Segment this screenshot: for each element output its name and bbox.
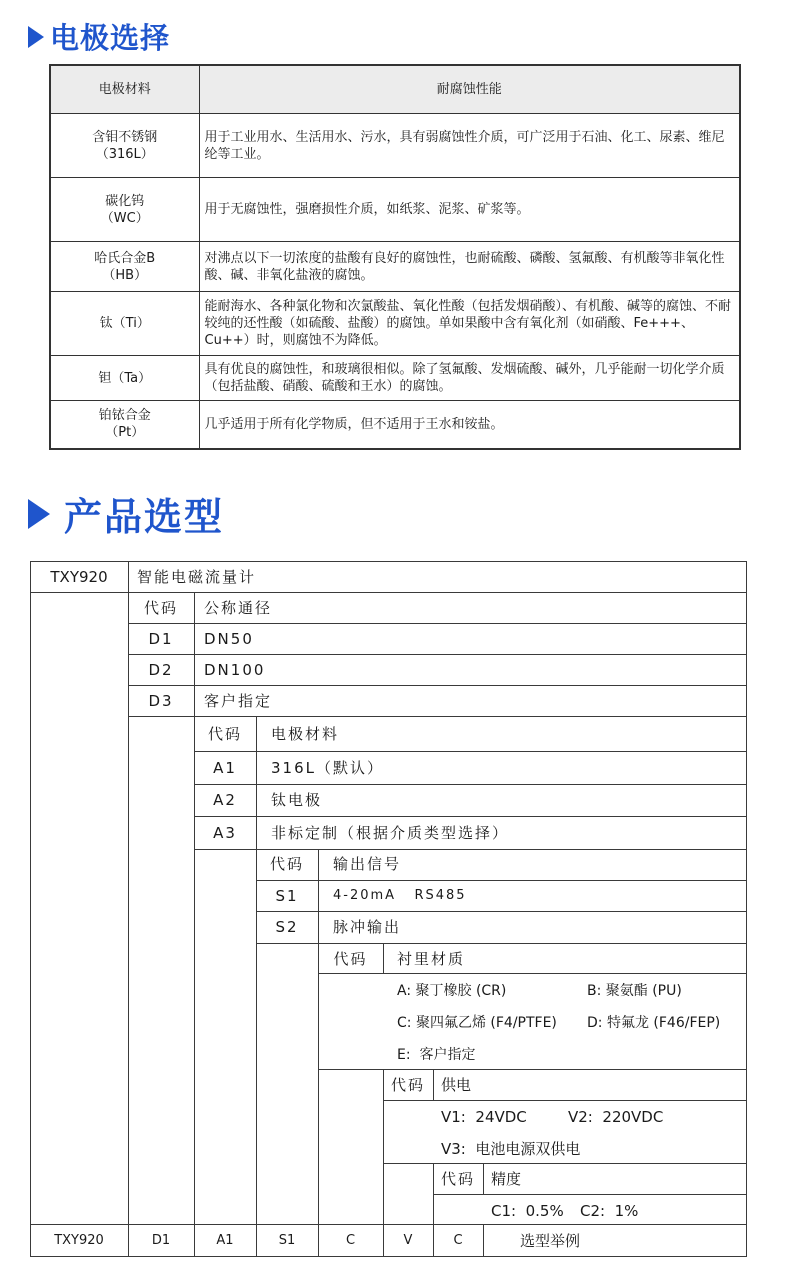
- output-label: 输出信号: [333, 855, 402, 873]
- output-option-code: S1: [275, 887, 299, 905]
- output-option-code: S2: [275, 918, 299, 936]
- power-option: V3: 电池电源双供电: [441, 1140, 581, 1158]
- material-code: （Pt）: [105, 425, 145, 441]
- corrosion-desc: 用于工业用水、生活用水、污水，具有弱腐蚀性介质，可广泛用于石油、化工、尿素、维尼纶等工业。: [199, 114, 740, 178]
- accuracy-code-header: 代码: [440, 1170, 475, 1188]
- dn-label: 公称通径: [204, 599, 273, 617]
- power-code-header: 代码: [390, 1076, 425, 1094]
- electrode-option-text: 钛电极: [271, 791, 323, 809]
- lining-option: E: 客户指定: [397, 1047, 476, 1063]
- corrosion-desc: 能耐海水、各种氯化物和次氯酸盐、氧化性酸（包括发烟硝酸）、有机酸、碱等的腐蚀、不耐较纯的还性酸（如硫酸、盐酸）的腐蚀。单如果酸中含有氧化剂（如硝酸、Fe+++、Cu++）时，则腐蚀不为降低。: [199, 292, 740, 356]
- dn-option-text: DN50: [204, 630, 254, 648]
- lining-option: A: 聚丁橡胶 (CR): [397, 983, 507, 999]
- corrosion-desc: 具有优良的腐蚀性，和玻璃很相似。除了氢氟酸、发烟硫酸、碱外，几乎能耐一切化学介质（包括盐酸、硝酸、硫酸和王水）的腐蚀。: [199, 356, 740, 401]
- output-option-text: 4-20mA RS485: [333, 888, 467, 903]
- dn-option-code: D3: [148, 692, 174, 710]
- example-code: TXY920: [54, 1233, 104, 1248]
- dn-option-code: D2: [148, 661, 174, 679]
- accuracy-label: 精度: [491, 1170, 522, 1188]
- electrode-label: 电极材料: [271, 725, 340, 743]
- material-name: 钛（Ti）: [99, 316, 150, 331]
- accuracy-option: C2: 1%: [580, 1202, 639, 1220]
- electrode-option-code: A1: [213, 759, 237, 777]
- example-code: A1: [216, 1233, 234, 1248]
- electrode-option-code: A2: [213, 791, 237, 809]
- dn-option-text: DN100: [204, 661, 266, 679]
- model-code: TXY920: [50, 568, 108, 586]
- corrosion-desc: 对沸点以下一切浓度的盐酸有良好的腐蚀性，也耐硫酸、磷酸、氢氟酸、有机酸等非氧化性酸、碱、非氧化盐液的腐蚀。: [199, 242, 740, 292]
- dn-option-code: D1: [148, 630, 174, 648]
- material-name: 含钼不锈钢: [92, 129, 158, 145]
- power-label: 供电: [441, 1076, 472, 1094]
- example-code: V: [403, 1233, 413, 1248]
- example-code: C: [453, 1233, 463, 1248]
- electrode-option-text: 非标定制（根据介质类型选择）: [271, 824, 510, 842]
- lining-label: 衬里材质: [397, 950, 466, 968]
- output-code-header: 代码: [269, 855, 304, 873]
- material-name: 铂铱合金: [98, 408, 151, 424]
- output-option-text: 脉冲输出: [333, 918, 402, 936]
- power-option: V1: 24VDC: [441, 1108, 527, 1126]
- lining-code-header: 代码: [333, 950, 368, 968]
- section-title: 产品选型: [64, 495, 225, 539]
- dn-option-text: 客户指定: [204, 692, 273, 710]
- example-code: D1: [151, 1233, 171, 1248]
- corrosion-desc: 用于无腐蚀性，强磨损性介质，如纸浆、泥浆、矿浆等。: [199, 178, 740, 242]
- material-name: 哈氏合金B: [94, 250, 156, 266]
- header-material: 电极材料: [50, 65, 199, 114]
- accuracy-option: C1: 0.5%: [491, 1202, 564, 1220]
- corrosion-desc: 几乎适用于所有化学物质，但不适用于王水和铵盐。: [199, 401, 740, 449]
- material-code: （HB）: [102, 267, 148, 283]
- material-code: （316L）: [95, 146, 154, 162]
- dn-code-header: 代码: [143, 599, 178, 617]
- material-code: （WC）: [100, 210, 149, 226]
- power-option: V2: 220VDC: [568, 1108, 664, 1126]
- example-code: S1: [278, 1233, 296, 1248]
- section-title: 电极选择: [50, 21, 171, 55]
- lining-option: D: 特氟龙 (F46/FEP): [587, 1015, 721, 1031]
- product-name: 智能电磁流量计: [137, 568, 257, 586]
- electrode-option-code: A3: [213, 824, 237, 842]
- material-name: 钽（Ta）: [98, 370, 152, 386]
- header-corrosion: 耐腐蚀性能: [199, 65, 740, 114]
- example-label: 选型举例: [520, 1232, 581, 1250]
- electrode-code-header: 代码: [207, 725, 242, 743]
- lining-option: B: 聚氨酯 (PU): [587, 983, 682, 999]
- material-name: 碳化钨: [105, 193, 145, 209]
- electrode-option-text: 316L（默认）: [271, 759, 384, 777]
- lining-option: C: 聚四氟乙烯 (F4/PTFE): [397, 1015, 557, 1031]
- example-code: C: [345, 1233, 356, 1248]
